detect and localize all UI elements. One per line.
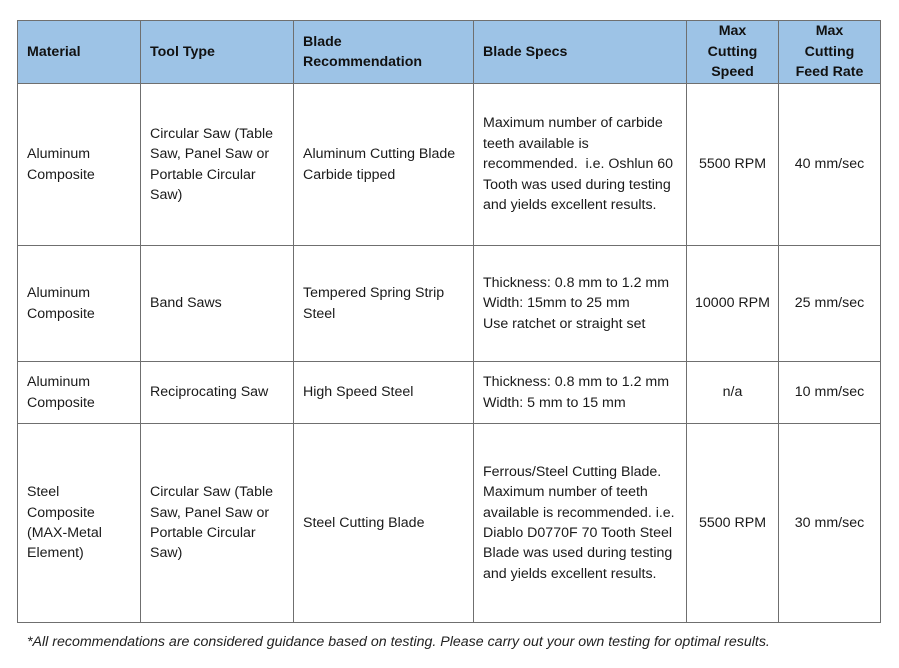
cell-material: Aluminum Composite [18, 84, 141, 246]
cell-max-cutting-speed: n/a [687, 362, 779, 424]
cell-blade-recommendation: Tempered Spring Strip Steel [294, 246, 474, 362]
cell-tool-type: Circular Saw (Table Saw, Panel Saw or Portable Circular Saw) [141, 424, 294, 623]
cell-material: Aluminum Composite [18, 246, 141, 362]
cell-max-cutting-feed-rate: 25 mm/sec [779, 246, 881, 362]
header-blade-recommendation-line2: Recommendation [303, 54, 423, 70]
cell-blade-recommendation: High Speed Steel [294, 362, 474, 424]
cell-max-cutting-speed: 5500 RPM [687, 424, 779, 623]
header-feed-line2: Cutting [804, 43, 855, 60]
cell-max-cutting-feed-rate: 10 mm/sec [779, 362, 881, 424]
header-speed-line3: Speed [711, 64, 754, 81]
header-feed-line3: Feed Rate [795, 64, 864, 81]
header-blade-specs [474, 21, 687, 84]
cell-material: Steel Composite (MAX-Metal Element) [18, 424, 141, 623]
table-row [18, 84, 881, 246]
header-row [18, 21, 881, 84]
table-row [18, 362, 881, 424]
table-row [18, 424, 881, 623]
header-blade-recommendation [294, 21, 474, 84]
cell-blade-specs: Maximum number of carbide teeth available is recommended. i.e. Oshlun 60 Tooth was used during testing and yields excellent results. [474, 84, 687, 246]
header-material-label: Material [27, 43, 81, 60]
cell-material: Aluminum Composite [18, 362, 141, 424]
header-feed-line1: Max [815, 23, 844, 40]
cell-max-cutting-speed: 5500 RPM [687, 84, 779, 246]
table-row [18, 246, 881, 362]
header-blade-specs-label: Blade Specs [483, 43, 568, 60]
cell-blade-recommendation: Aluminum Cutting Blade Carbide tipped [294, 84, 474, 246]
cell-max-cutting-feed-rate: 40 mm/sec [779, 84, 881, 246]
cell-max-cutting-feed-rate: 30 mm/sec [779, 424, 881, 623]
cell-blade-recommendation: Steel Cutting Blade [294, 424, 474, 623]
header-speed-line1: Max [718, 23, 747, 40]
header-material [18, 21, 141, 84]
cell-blade-specs: Thickness: 0.8 mm to 1.2 mm Width: 15mm to 25 mm Use ratchet or straight set [474, 246, 687, 362]
blade-recommendation-table [17, 20, 881, 623]
cell-tool-type: Circular Saw (Table Saw, Panel Saw or Portable Circular Saw) [141, 84, 294, 246]
header-blade-recommendation-line1: Blade [303, 33, 342, 50]
footnote: *All recommendations are considered guidance based on testing. Please carry out your own testing for optimal results. [27, 634, 770, 650]
header-tool-type-label: Tool Type [150, 43, 215, 60]
header-speed-line2: Cutting [707, 43, 758, 60]
cell-tool-type: Reciprocating Saw [141, 362, 294, 424]
cell-blade-specs: Ferrous/Steel Cutting Blade. Maximum number of teeth available is recommended. i.e. Diablo D0770F 70 Tooth Steel Blade was used during testing and yields excellent results. [474, 424, 687, 623]
cell-max-cutting-speed: 10000 RPM [687, 246, 779, 362]
header-max-cutting-speed [687, 21, 779, 84]
header-tool-type [141, 21, 294, 84]
header-max-cutting-feed-rate [779, 21, 881, 84]
cell-blade-specs: Thickness: 0.8 mm to 1.2 mm Width: 5 mm to 15 mm [474, 362, 687, 424]
cell-tool-type: Band Saws [141, 246, 294, 362]
